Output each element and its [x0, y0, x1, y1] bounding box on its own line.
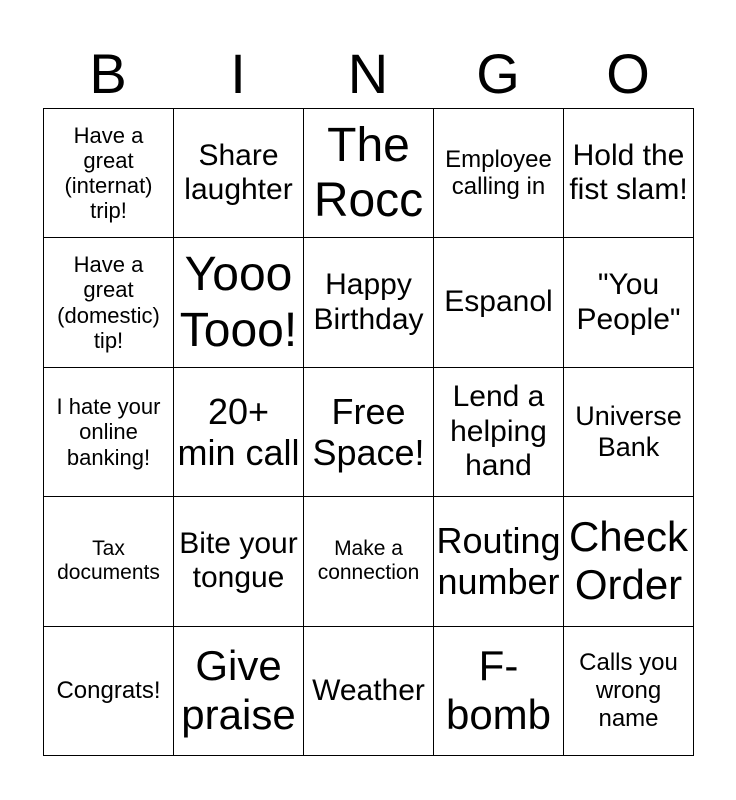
- bingo-cell[interactable]: Weather: [304, 626, 434, 755]
- header-letter-b: B: [89, 42, 127, 105]
- bingo-cell[interactable]: Have a great (internat) trip!: [44, 109, 174, 238]
- bingo-cell[interactable]: Happy Birthday: [304, 238, 434, 367]
- bingo-cell[interactable]: F-bomb: [434, 626, 564, 755]
- board-row-1: [44, 109, 694, 238]
- bingo-cell[interactable]: Tax documents: [44, 497, 174, 626]
- bingo-cell[interactable]: Give praise: [174, 626, 304, 755]
- bingo-cell[interactable]: Check Order: [564, 497, 694, 626]
- bingo-cell[interactable]: Routing number: [434, 497, 564, 626]
- bingo-cell[interactable]: Espanol: [434, 238, 564, 367]
- header-letter-g: G: [476, 42, 520, 105]
- bingo-cell[interactable]: Yooo Tooo!: [174, 238, 304, 367]
- bingo-cell[interactable]: Hold the fist slam!: [564, 109, 694, 238]
- bingo-board: [43, 108, 694, 756]
- header-letter-o: O: [606, 42, 650, 105]
- bingo-cell[interactable]: I hate your online banking!: [44, 367, 174, 496]
- header-letter-i: I: [230, 42, 246, 105]
- bingo-cell[interactable]: "You People": [564, 238, 694, 367]
- bingo-cell[interactable]: Lend a helping hand: [434, 367, 564, 496]
- board-row-5: [44, 626, 694, 755]
- header-letter-n: N: [347, 42, 389, 105]
- bingo-cell[interactable]: Bite your tongue: [174, 497, 304, 626]
- bingo-cell[interactable]: 20+ min call: [174, 367, 304, 496]
- board-row-3: [44, 367, 694, 496]
- bingo-header: [43, 40, 693, 108]
- bingo-cell[interactable]: Congrats!: [44, 626, 174, 755]
- board-row-2: [44, 238, 694, 367]
- bingo-cell[interactable]: Have a great (domestic) tip!: [44, 238, 174, 367]
- bingo-cell[interactable]: Employee calling in: [434, 109, 564, 238]
- board-row-4: [44, 497, 694, 626]
- bingo-cell[interactable]: Make a connection: [304, 497, 434, 626]
- bingo-cell[interactable]: Share laughter: [174, 109, 304, 238]
- bingo-cell[interactable]: Universe Bank: [564, 367, 694, 496]
- bingo-cell[interactable]: Calls you wrong name: [564, 626, 694, 755]
- free-space-cell[interactable]: Free Space!: [304, 367, 434, 496]
- bingo-cell[interactable]: The Rocc: [304, 109, 434, 238]
